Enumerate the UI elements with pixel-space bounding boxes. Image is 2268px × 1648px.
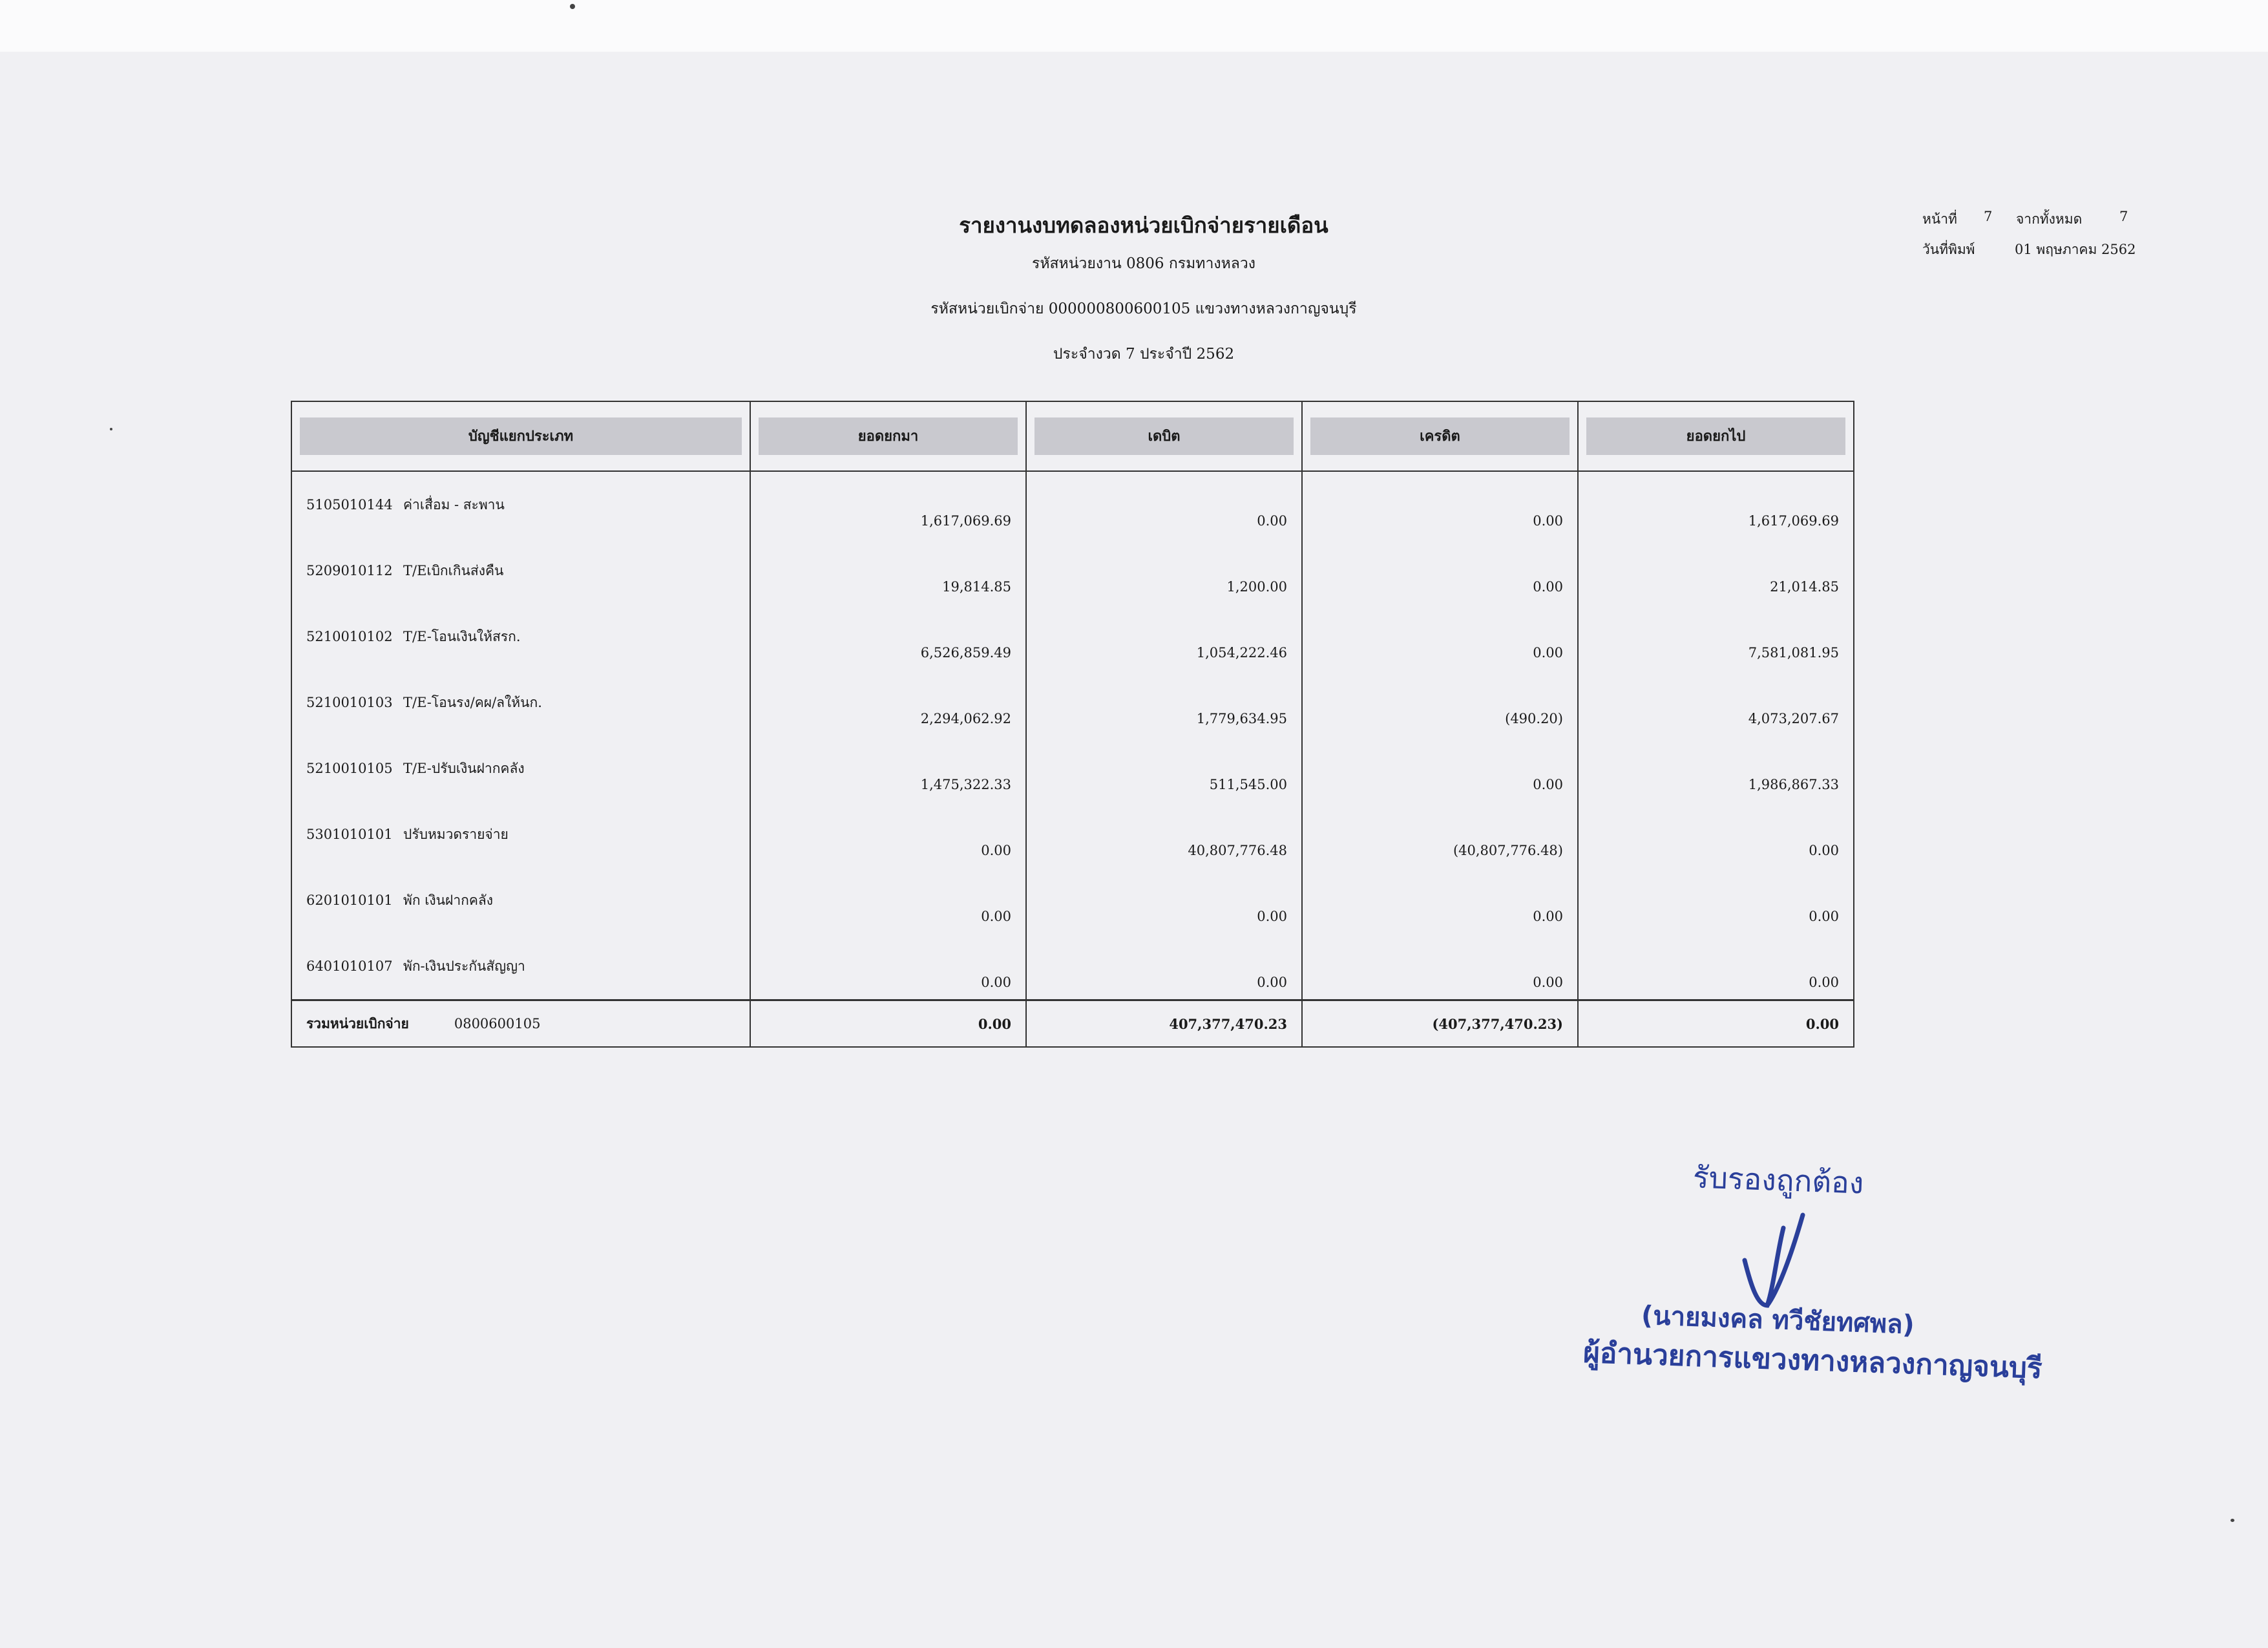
account-name: พัก-เงินประกันสัญญา: [403, 958, 525, 974]
credit-value: (40,807,776.48): [1302, 801, 1578, 867]
total-pages-label: จากทั้งหมด: [2016, 211, 2083, 227]
account-cell: [291, 735, 750, 801]
brought-forward-value: 0.00: [750, 801, 1026, 867]
debit-value: 0.00: [1026, 471, 1302, 538]
debit-value: 0.00: [1026, 867, 1302, 933]
credit-value: 0.00: [1302, 933, 1578, 1000]
certification-text: รับรองถูกต้อง: [1692, 1159, 1865, 1201]
account-name: พัก เงินฝากคลัง: [403, 892, 494, 908]
account-name: T/E-โอนรง/คผ/ลให้นก.: [403, 694, 542, 710]
account-code: 5210010105: [306, 760, 393, 776]
dust-speck: [2231, 1519, 2234, 1522]
total-brought-forward: 0.00: [750, 1000, 1026, 1048]
debit-value: 40,807,776.48: [1026, 801, 1302, 867]
table-row: [291, 538, 1854, 604]
account-code: 6401010107: [306, 958, 393, 974]
print-date: 01 พฤษภาคม 2562: [2015, 242, 2136, 257]
page-label: หน้าที่: [1922, 211, 1957, 227]
carried-forward-value: 1,617,069.69: [1578, 471, 1854, 538]
total-row: [291, 1000, 1854, 1048]
report-title: รายงานงบทดลองหน่วยเบิกจ่ายรายเดือน: [959, 213, 1328, 238]
account-code: 5301010101: [306, 826, 393, 842]
column-header-account: บัญชีแยกประเภท: [291, 401, 750, 471]
handwritten-signature: [1732, 1209, 1822, 1312]
total-label: รวมหน่วยเบิกจ่าย: [306, 1015, 409, 1031]
carried-forward-value: 0.00: [1578, 933, 1854, 1000]
account-cell: [291, 670, 750, 735]
carried-forward-value: 4,073,207.67: [1578, 670, 1854, 735]
total-label-cell: [291, 1000, 750, 1048]
agency-line: รหัสหน่วยงาน 0806 กรมทางหลวง: [1032, 255, 1255, 272]
column-header-credit: เครดิต: [1302, 401, 1578, 471]
debit-value: 0.00: [1026, 933, 1302, 1000]
account-name: T/E-ปรับเงินฝากคลัง: [403, 760, 525, 776]
brought-forward-value: 6,526,859.49: [750, 604, 1026, 670]
account-name: ปรับหมวดรายจ่าย: [403, 826, 509, 842]
scan-top-margin: [0, 0, 2268, 52]
brought-forward-value: 2,294,062.92: [750, 670, 1026, 735]
credit-value: 0.00: [1302, 538, 1578, 604]
total-credit: (407,377,470.23): [1302, 1000, 1578, 1048]
account-code: 6201010101: [306, 892, 393, 908]
table-row: [291, 867, 1854, 933]
signatory-name: (นายมงคล ทวีชัยทศพล): [1641, 1300, 1915, 1340]
carried-forward-value: 0.00: [1578, 867, 1854, 933]
debit-value: 1,054,222.46: [1026, 604, 1302, 670]
account-code: 5210010103: [306, 694, 393, 710]
account-cell: [291, 538, 750, 604]
credit-value: 0.00: [1302, 735, 1578, 801]
table-row: [291, 670, 1854, 735]
credit-value: 0.00: [1302, 471, 1578, 538]
brought-forward-value: 19,814.85: [750, 538, 1026, 604]
account-code: 5210010102: [306, 628, 393, 644]
total-carried-forward: 0.00: [1578, 1000, 1854, 1048]
table-header-row: [291, 401, 1854, 471]
brought-forward-value: 1,617,069.69: [750, 471, 1026, 538]
table-row: [291, 801, 1854, 867]
debit-value: 1,779,634.95: [1026, 670, 1302, 735]
dust-speck: [570, 4, 575, 9]
debit-value: 511,545.00: [1026, 735, 1302, 801]
disbursement-unit-line: รหัสหน่วยเบิกจ่าย 000000800600105 แขวงทางหลวงกาญจนบุรี: [930, 301, 1357, 317]
total-pages: 7: [2119, 209, 2128, 224]
account-name: T/E-โอนเงินให้สรก.: [403, 628, 521, 644]
column-header-debit: เดบิต: [1026, 401, 1302, 471]
debit-value: 1,200.00: [1026, 538, 1302, 604]
page-number: 7: [1984, 209, 1993, 224]
carried-forward-value: 0.00: [1578, 801, 1854, 867]
credit-value: 0.00: [1302, 867, 1578, 933]
trial-balance-table: [291, 401, 1854, 1048]
account-code: 5105010144: [306, 496, 393, 512]
carried-forward-value: 7,581,081.95: [1578, 604, 1854, 670]
account-cell: [291, 801, 750, 867]
carried-forward-value: 21,014.85: [1578, 538, 1854, 604]
total-unit-code: 0800600105: [454, 1015, 541, 1031]
credit-value: 0.00: [1302, 604, 1578, 670]
account-name: ค่าเสื่อม - สะพาน: [403, 496, 505, 512]
column-header-brought-forward: ยอดยกมา: [750, 401, 1026, 471]
credit-value: (490.20): [1302, 670, 1578, 735]
brought-forward-value: 1,475,322.33: [750, 735, 1026, 801]
account-name: T/Eเบิกเกินส่งคืน: [403, 562, 504, 578]
signatory-position: ผู้อำนวยการแขวงทางหลวงกาญจนบุรี: [1582, 1336, 2043, 1386]
period-line: ประจำงวด 7 ประจำปี 2562: [1053, 346, 1235, 363]
table-row: [291, 933, 1854, 1000]
brought-forward-value: 0.00: [750, 867, 1026, 933]
table-row: [291, 735, 1854, 801]
total-debit: 407,377,470.23: [1026, 1000, 1302, 1048]
print-date-label: วันที่พิมพ์: [1922, 242, 1975, 257]
account-cell: [291, 471, 750, 538]
brought-forward-value: 0.00: [750, 933, 1026, 1000]
carried-forward-value: 1,986,867.33: [1578, 735, 1854, 801]
dust-speck: [110, 428, 112, 430]
account-cell: [291, 867, 750, 933]
column-header-carried-forward: ยอดยกไป: [1578, 401, 1854, 471]
account-code: 5209010112: [306, 562, 393, 578]
table-row: [291, 604, 1854, 670]
table-row: [291, 471, 1854, 538]
account-cell: [291, 933, 750, 1000]
account-cell: [291, 604, 750, 670]
